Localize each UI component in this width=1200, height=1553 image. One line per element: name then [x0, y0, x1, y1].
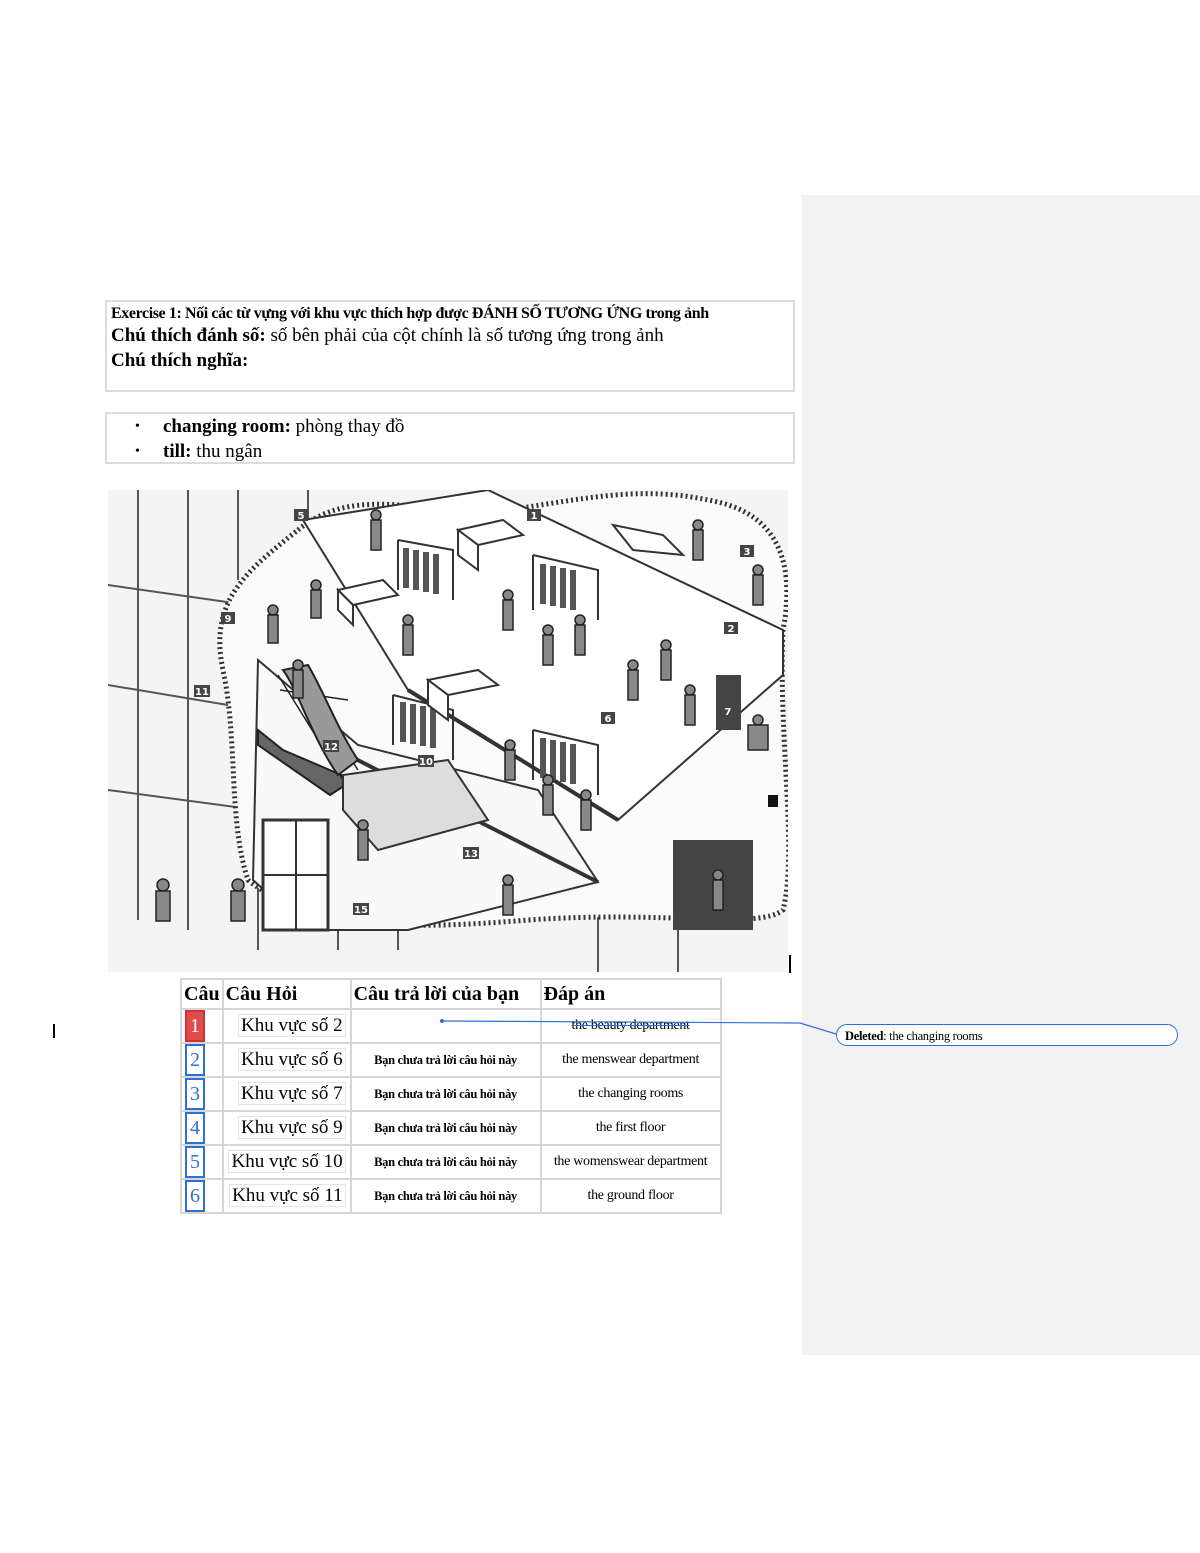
col-header-question: Câu Hỏi [223, 979, 351, 1009]
answer-key: the changing rooms [541, 1077, 721, 1111]
revision-label: Deleted [845, 1029, 884, 1043]
question-number-button[interactable]: 4 [185, 1112, 205, 1144]
illustration-label: 7 [724, 707, 732, 718]
illustration-label: 3 [743, 547, 751, 558]
answer-cell[interactable]: Bạn chưa trả lời câu hỏi này [351, 1077, 541, 1111]
question-number-button[interactable]: 6 [185, 1180, 205, 1212]
numbering-label: Chú thích đánh số: [111, 325, 266, 346]
answer-key: the menswear department [541, 1043, 721, 1077]
col-header-num: Câu [181, 979, 223, 1009]
question-number-button[interactable]: 2 [185, 1044, 205, 1076]
glossary-meaning: thu ngân [196, 441, 263, 462]
question-number-button[interactable]: 3 [185, 1078, 205, 1110]
question-text: Khu vực số 2 [238, 1014, 346, 1037]
glossary-term: changing room: [163, 416, 291, 437]
answer-cell[interactable]: Bạn chưa trả lời câu hỏi này [351, 1179, 541, 1213]
numbering-text: số bên phải của cột chính là số tương ứng trong ảnh [270, 325, 664, 346]
illustration-label: 12 [324, 742, 338, 753]
answer-key: the beauty department [541, 1009, 721, 1043]
answer-cell[interactable]: Bạn chưa trả lời câu hỏi này [351, 1145, 541, 1179]
answer-key: the ground floor [541, 1179, 721, 1213]
question-text: Khu vực số 7 [238, 1082, 346, 1105]
question-text: Khu vực số 10 [228, 1150, 345, 1173]
glossary-term: till: [163, 441, 192, 462]
question-text: Khu vực số 6 [238, 1048, 346, 1071]
illustration-label: 9 [224, 614, 232, 625]
col-header-key: Đáp án [541, 979, 721, 1009]
col-header-answer: Câu trả lời của bạn [351, 979, 541, 1009]
question-text: Khu vực số 11 [229, 1184, 345, 1207]
meaning-label: Chú thích nghĩa: [111, 350, 249, 371]
question-text: Khu vực số 9 [238, 1116, 346, 1139]
illustration-label: 1 [530, 511, 538, 522]
revision-comment-balloon[interactable] [836, 1024, 1178, 1046]
exercise-title: Exercise 1: Nối các từ vựng với khu vực thích hợp được ĐÁNH SỐ TƯƠNG ỨNG trong ảnh [111, 305, 709, 322]
illustration-label: 10 [419, 757, 433, 768]
question-number-button[interactable]: 5 [185, 1146, 205, 1178]
illustration-label: 15 [354, 905, 368, 916]
illustration-label: 2 [727, 624, 735, 635]
illustration-label: 11 [195, 687, 209, 698]
revision-text: : the changing rooms [883, 1029, 983, 1043]
glossary-meaning: phòng thay đồ [295, 416, 405, 437]
question-number-button[interactable]: 1 [185, 1010, 205, 1042]
answer-key: the womenswear department [541, 1145, 721, 1179]
answer-key: the first floor [541, 1111, 721, 1145]
answer-cell[interactable]: Bạn chưa trả lời câu hỏi này [351, 1111, 541, 1145]
illustration-label: 13 [464, 849, 478, 860]
illustration-label: 6 [604, 714, 612, 725]
illustration-label: 5 [297, 511, 305, 522]
answer-cell[interactable]: Bạn chưa trả lời câu hỏi này [351, 1043, 541, 1077]
